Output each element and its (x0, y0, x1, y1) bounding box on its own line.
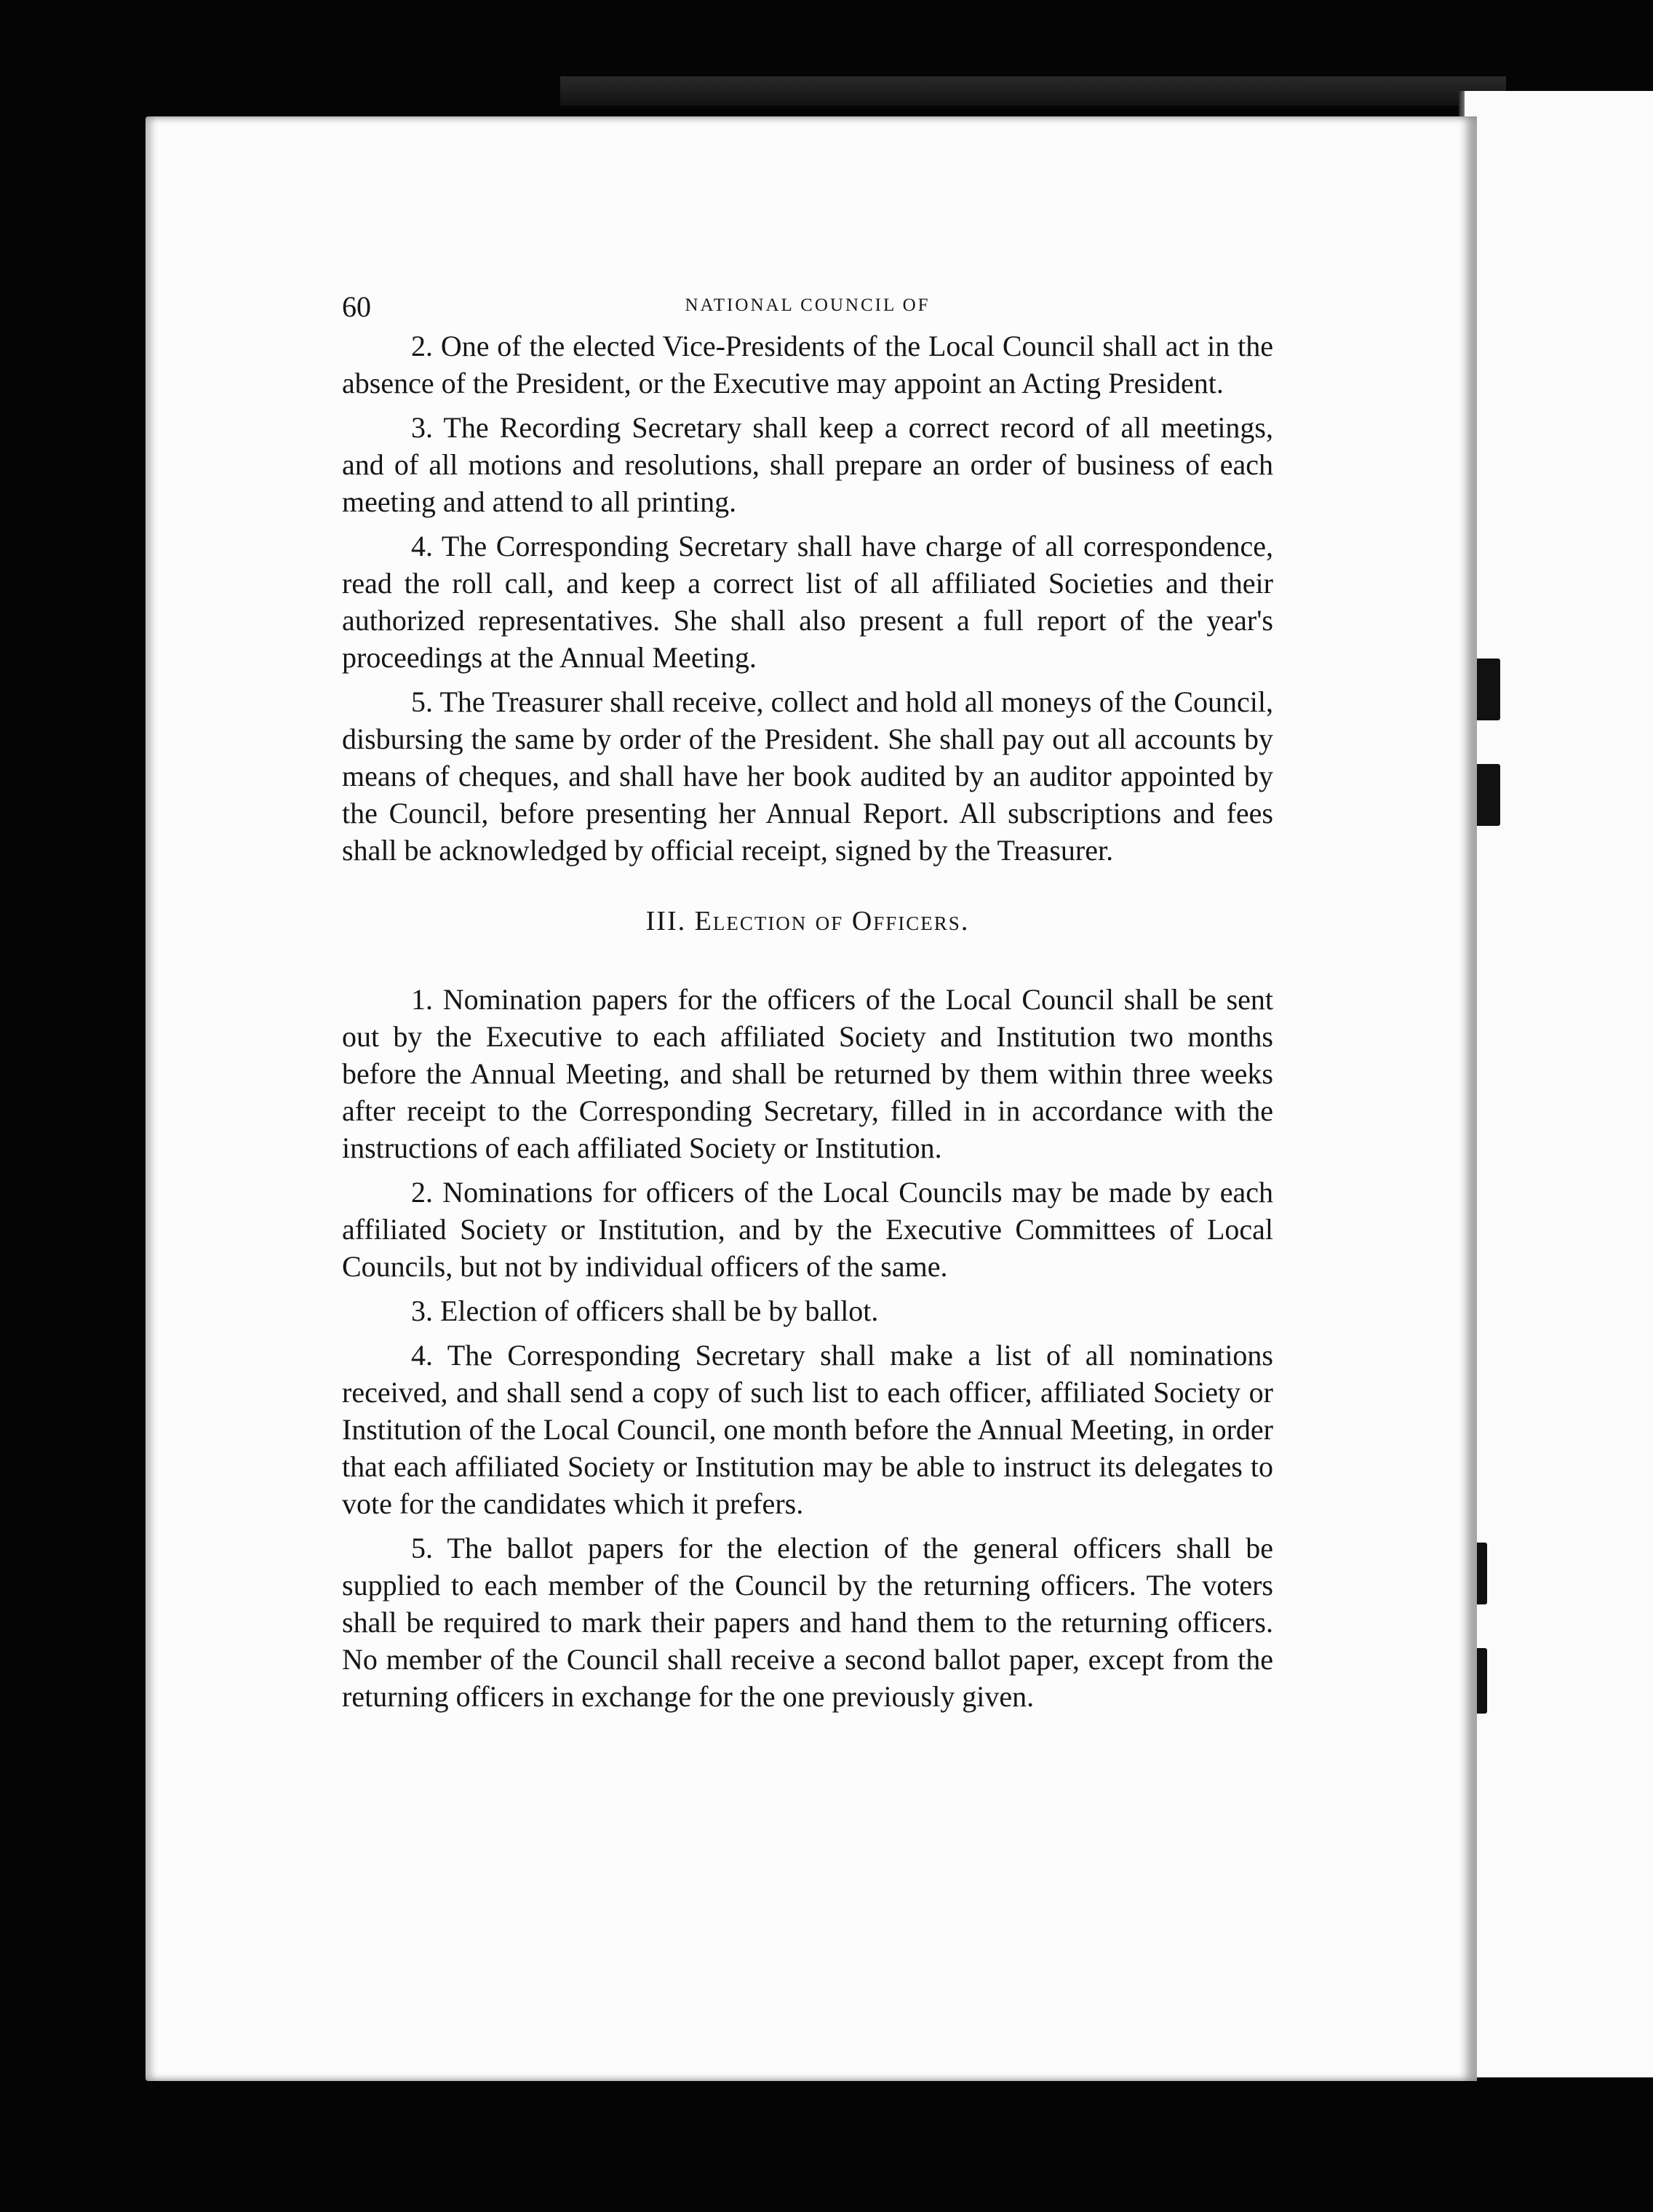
paragraph: 4. The Corresponding Secretary shall make a list of all nominations received, and shall send a copy of such list to each officer, affiliated Society or Institution of the Local Council, one month before the Annual Meeting, in order that each affiliated Society or Institution may be able to instruct its delegates to vote for the candidates which it prefers. (342, 1339, 1273, 1520)
back-page-strip (560, 76, 1506, 106)
facing-page (1462, 91, 1653, 2077)
paragraph: 5. The Treasurer shall receive, collect and hold all moneys of the Council, disbursing the same by order of the President. She shall pay out all accounts by means of cheques, and shall have her book audited by an auditor appointed by the Council, before presenting her Annual Report. All subscriptions and fees shall be acknowledged by official receipt, signed by the Treasurer. (342, 685, 1273, 867)
paragraph: 2. Nominations for officers of the Local Councils may be made by each affiliated Society or Institution, and by the Executive Committees of Local Councils, but not by individual officers of the same. (342, 1176, 1273, 1283)
paragraph: 1. Nomination papers for the officers of the Local Council shall be sent out by the Executive to each affiliated Society and Institution two months before the Annual Meeting, and shall be returned by them within three weeks after receipt to the Corresponding Secretary, filled in in accordance with the instructions of each affiliated Society or Institution. (342, 983, 1273, 1164)
paragraph: 2. One of the elected Vice-Presidents of the Local Council shall act in the absence of the President, or the Executive may appoint an Acting President. (342, 330, 1273, 399)
page-body (342, 284, 1273, 1722)
paragraph: 5. The ballot papers for the election of the general officers shall be supplied to each member of the Council by the returning officers. The voters shall be required to mark their papers and hand them to the returning officers. No member of the Council shall receive a second ballot paper, except from the returning officers in exchange for the one previously given. (342, 1532, 1273, 1713)
paragraph: 4. The Corresponding Secretary shall have charge of all correspondence, read the roll call, and keep a correct list of all affiliated Societies and their authorized representatives. She shall also present a full report of the year's proceedings at the Annual Meeting. (342, 530, 1273, 674)
running-title: NATIONAL COUNCIL OF (685, 295, 931, 315)
section-heading: III. Election of Officers. (645, 906, 970, 936)
paragraph: 3. Election of officers shall be by ballot. (411, 1294, 879, 1327)
running-head (342, 284, 1273, 327)
paragraph: 3. The Recording Secretary shall keep a correct record of all meetings, and of all motions and resolutions, shall prepare an order of business of each meeting and attend to all printing. (342, 411, 1273, 518)
page-number: 60 (342, 290, 371, 323)
book-page (146, 116, 1477, 2081)
